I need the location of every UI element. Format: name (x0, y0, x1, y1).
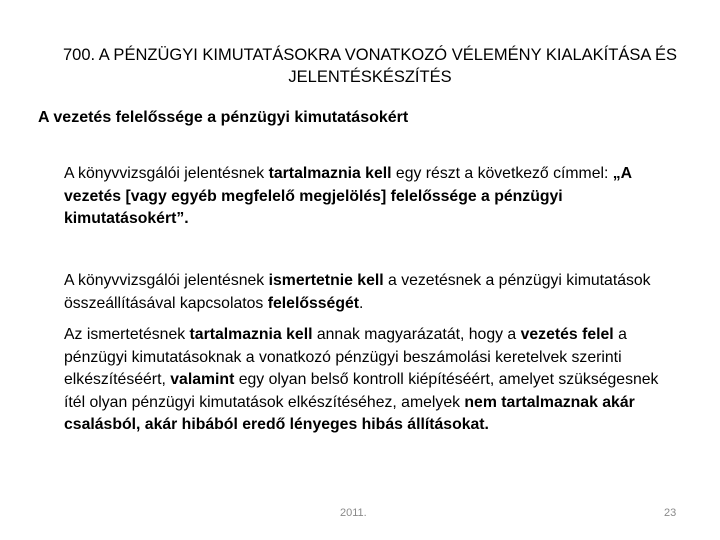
text-segment: a pénzügyi kimutatásoknak a vonatkozó pénzügyi beszámolási keretelvek szerinti elkészítéséért, (64, 326, 627, 388)
text-segment: A könyvvizsgálói jelentésnek (64, 272, 269, 289)
page-number: 23 (664, 507, 677, 519)
paragraph-responsibility-description (64, 270, 664, 315)
text-segment: egy olyan belső kontroll kiépítéséért, amelyet szükségesnek ítél olyan pénzügyi kimutatások elkészítéséhez, amelyek (64, 371, 659, 411)
text-segment: Az ismertetésnek (64, 326, 190, 343)
text-segment: annak magyarázatát, hogy a (312, 326, 521, 343)
footer-date: 2011. (340, 507, 367, 519)
text-segment: A könyvvizsgálói jelentésnek (64, 165, 269, 182)
slide-title: 700. A PÉNZÜGYI KIMUTATÁSOKRA VONATKOZÓ VÉLEMÉNY KIALAKÍTÁSA ÉS JELENTÉSKÉSZÍTÉS (62, 46, 678, 86)
text-segment: egy részt a következő címmel: (391, 165, 613, 182)
text-segment: . (359, 294, 364, 312)
bold-segment: nem tartalmaznak akár csalásból, akár hibából eredő lényeges hibás állításokat. (64, 393, 635, 433)
bold-segment: vezetés felel (520, 326, 614, 343)
bold-segment: valamint (170, 371, 235, 388)
paragraph-title-requirement (64, 163, 664, 231)
paragraph-explanation (64, 324, 664, 437)
bold-segment: ismertetnie kell (268, 272, 384, 289)
text-segment: a vezetésnek a pénzügyi kimutatások összeállításával kapcsolatos (64, 272, 651, 312)
bold-segment: „A vezetés [vagy egyéb megfelelő megjelölés] felelőssége a pénzügyi kimutatásokért”. (64, 165, 632, 227)
bold-segment: tartalmaznia kell (268, 165, 392, 182)
section-heading: A vezetés felelőssége a pénzügyi kimutatásokért (38, 109, 409, 126)
bold-segment: felelősségét (267, 294, 360, 312)
bold-segment: tartalmaznia kell (189, 326, 313, 343)
